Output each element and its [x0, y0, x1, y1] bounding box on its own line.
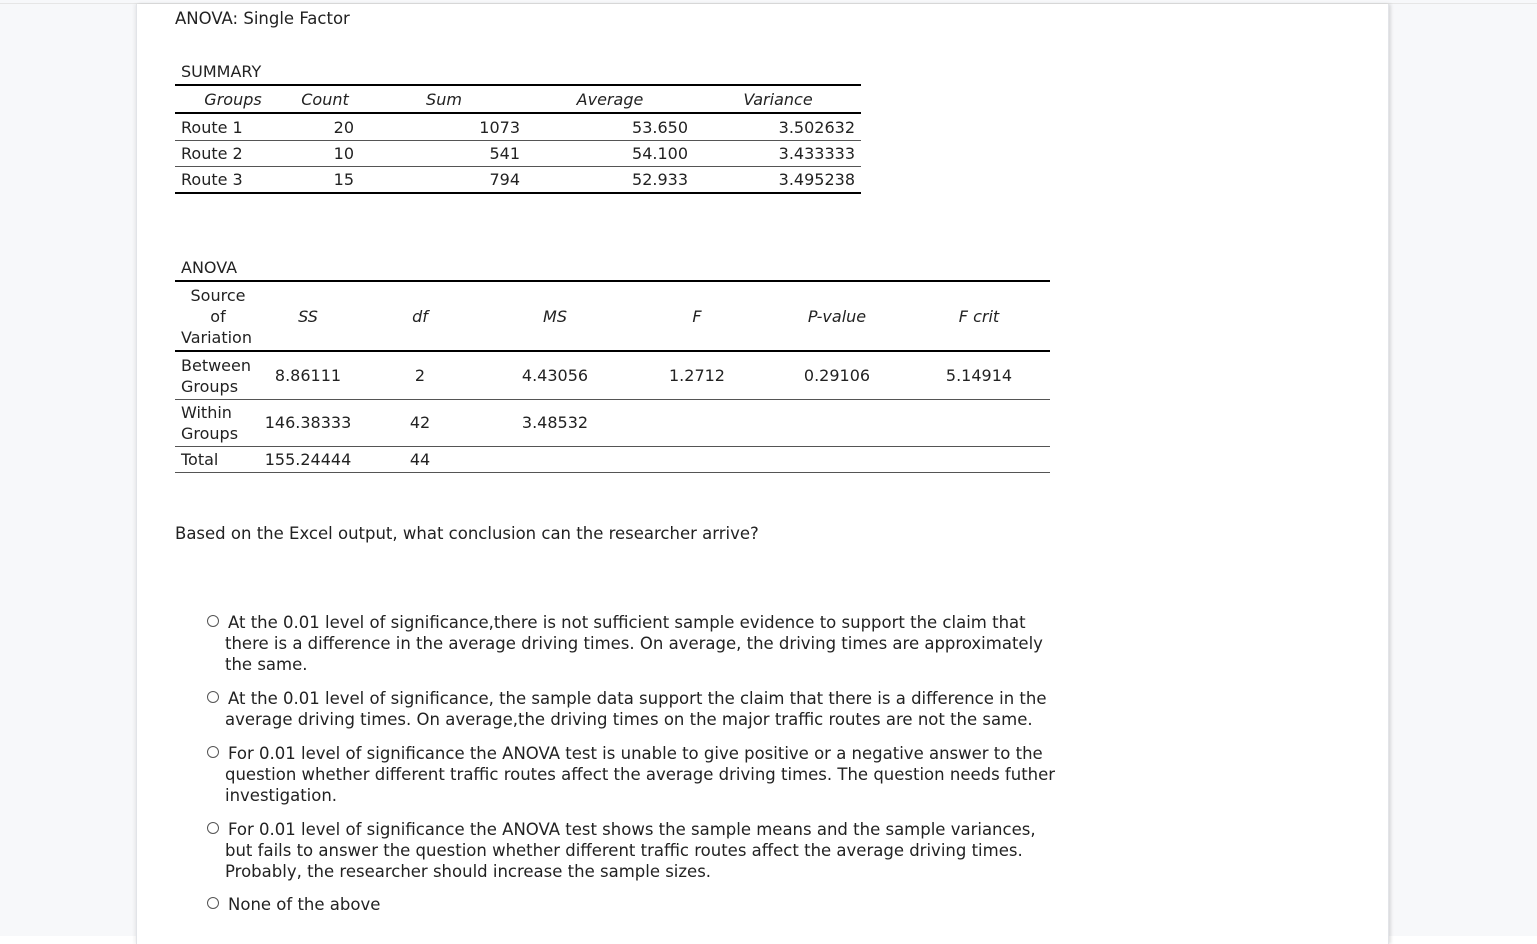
summary-row-2-average: 54.100 [632, 144, 688, 163]
anova-row-2-rule [175, 446, 1050, 447]
radio-button-icon[interactable] [207, 822, 219, 834]
anova-header-source-line1: Source [190, 286, 246, 305]
radio-button-icon[interactable] [207, 897, 219, 909]
anova-row-2-source-line2: Groups [181, 424, 239, 443]
summary-top-rule [175, 84, 861, 86]
anova-header-pvalue: P-value [807, 307, 867, 326]
summary-header-sum: Sum [426, 90, 462, 109]
anova-row-2-ss: 146.38333 [264, 413, 352, 432]
summary-row-3-count: 15 [333, 170, 354, 189]
answer-option-3-text: For 0.01 level of significance the ANOVA test is unable to give positive or a negative answer to the question whether different traffic routes affect the average driving times. The question needs futher investigation. [225, 744, 1056, 805]
radio-button-icon[interactable] [207, 615, 219, 627]
summary-row-3-sum: 794 [489, 170, 520, 189]
summary-row-2-sum: 541 [489, 144, 520, 163]
summary-row-3-group: Route 3 [181, 170, 243, 189]
anova-bottom-rule [175, 472, 1050, 473]
summary-row-2-variance: 3.433333 [778, 144, 855, 163]
answer-option-1-text: At the 0.01 level of significance,there is not sufficient sample evidence to support the claim that there is a difference in the average driving times. On average, the driving times are approximately the same. [225, 613, 1043, 674]
summary-row-1-count: 20 [333, 118, 354, 137]
anova-row-3-df: 44 [409, 450, 431, 469]
anova-header-f: F [692, 307, 702, 326]
radio-button-icon[interactable] [207, 746, 219, 758]
summary-row-1-rule [175, 140, 861, 141]
anova-row-1-source-line1: Between [181, 356, 252, 375]
summary-row-3-average: 52.933 [632, 170, 688, 189]
anova-row-1-source-line2: Groups [181, 377, 239, 396]
anova-row-2-df: 42 [409, 413, 431, 432]
anova-row-2-source-line1: Within [181, 403, 232, 422]
summary-row-2-rule [175, 166, 861, 167]
answer-option-2[interactable] [207, 688, 1067, 730]
summary-header-average: Average [576, 90, 644, 109]
summary-row-2-count: 10 [333, 144, 354, 163]
anova-row-3-source: Total [181, 450, 219, 469]
summary-header-variance: Variance [743, 90, 813, 109]
anova-row-1-rule [175, 399, 1050, 400]
anova-header-fcrit: F crit [958, 307, 1000, 326]
anova-row-1-ms: 4.43056 [521, 366, 589, 385]
summary-row-3-variance: 3.495238 [778, 170, 855, 189]
page-title: ANOVA: Single Factor [175, 9, 350, 28]
anova-header-rule [175, 350, 1050, 352]
anova-header-df: df [412, 307, 428, 326]
answer-option-4-text: For 0.01 level of significance the ANOVA test shows the sample means and the sample variances, but fails to answer the question whether different traffic routes affect the average driving times. Probably, the researcher should increase the sample sizes. [225, 820, 1036, 881]
anova-row-1-df: 2 [414, 366, 426, 385]
question-text: Based on the Excel output, what conclusion can the researcher arrive? [175, 524, 759, 543]
answer-option-1[interactable] [207, 612, 1067, 675]
summary-bottom-rule [175, 192, 861, 194]
anova-top-rule [175, 280, 1050, 282]
summary-row-1-variance: 3.502632 [778, 118, 855, 137]
summary-row-2-group: Route 2 [181, 144, 243, 163]
anova-row-1-fcrit: 5.14914 [945, 366, 1013, 385]
answer-option-3[interactable] [207, 743, 1067, 806]
summary-row-1-average: 53.650 [632, 118, 688, 137]
summary-label: SUMMARY [181, 62, 262, 81]
summary-header-rule [175, 112, 861, 114]
answer-option-5[interactable] [207, 894, 1067, 915]
summary-header-groups: Groups [204, 90, 262, 109]
anova-header-source-line2: of [210, 307, 226, 326]
anova-row-1-pvalue: 0.29106 [803, 366, 871, 385]
anova-header-ss: SS [298, 307, 318, 326]
answer-option-4[interactable] [207, 819, 1067, 882]
anova-row-2-ms: 3.48532 [521, 413, 589, 432]
summary-row-1-group: Route 1 [181, 118, 243, 137]
anova-header-ms: MS [543, 307, 567, 326]
anova-row-3-ss: 155.24444 [264, 450, 352, 469]
anova-row-1-f: 1.2712 [669, 366, 725, 385]
answer-option-5-text: None of the above [228, 895, 381, 914]
anova-label: ANOVA [181, 258, 238, 277]
anova-header-source-line3: Variation [181, 328, 252, 347]
anova-row-1-ss: 8.86111 [274, 366, 342, 385]
answer-option-2-text: At the 0.01 level of significance, the sample data support the claim that there is a difference in the average driving times. On average,the driving times on the major traffic routes are not the same. [225, 689, 1047, 729]
radio-button-icon[interactable] [207, 691, 219, 703]
summary-row-1-sum: 1073 [479, 118, 520, 137]
summary-header-count: Count [301, 90, 349, 109]
